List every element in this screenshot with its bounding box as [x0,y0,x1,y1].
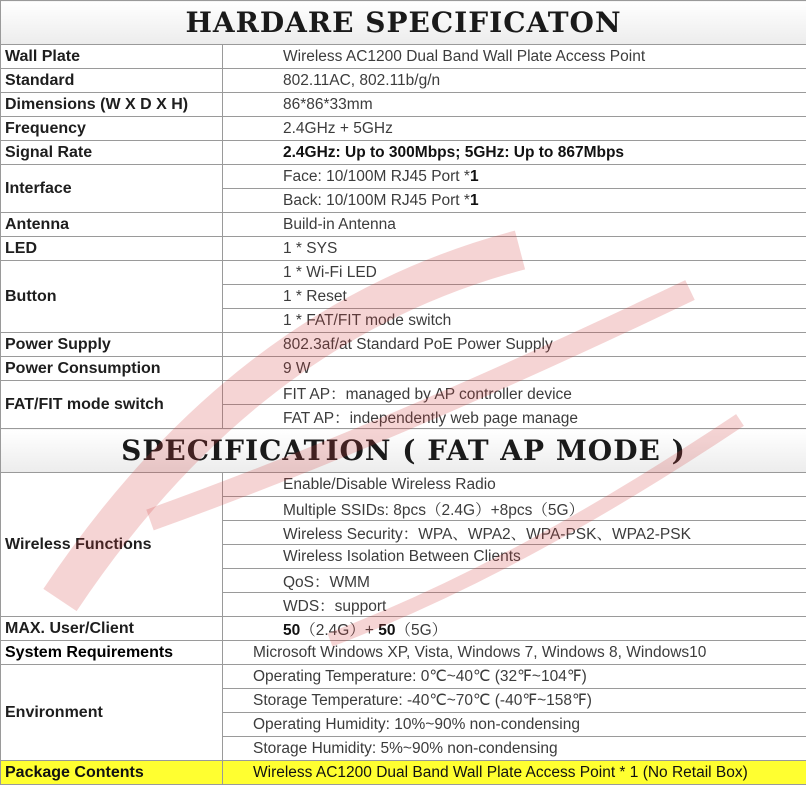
wireless-function-item: Wireless Security：WPA、WPA2、WPA-PSK、WPA2-PSK [223,521,806,545]
standard-label: Standard [1,69,223,93]
system-requirements-value: Microsoft Windows XP, Vista, Windows 7, Windows 8, Windows10 [223,641,806,665]
power-consumption-value: 9 W [223,357,806,381]
antenna-label: Antenna [1,213,223,237]
package-contents-label: Package Contents [1,761,223,785]
max-user-value [223,617,806,641]
package-contents-value: Wireless AC1200 Dual Band Wall Plate Access Point * 1 (No Retail Box) [223,761,806,785]
interface-back-value [223,189,806,213]
frequency-value: 2.4GHz + 5GHz [223,117,806,141]
mode-switch-label: FAT/FIT mode switch [1,381,223,429]
wireless-function-item: QoS：WMM [223,569,806,593]
wall-plate-value: Wireless AC1200 Dual Band Wall Plate Access Point [223,45,806,69]
max-user-band-24g: （2.4G）+ [300,621,379,639]
max-user-label: MAX. User/Client [1,617,223,641]
wireless-function-item: Enable/Disable Wireless Radio [223,473,806,497]
fat-mode-section-title: SPECIFICATION ( FAT AP MODE ) [1,429,806,473]
interface-face-value [223,165,806,189]
max-user-count-5g: 50 [378,621,396,639]
button-value: 1 * Wi-Fi LED [223,261,806,285]
hardware-section-title: HARDARE SPECIFICATON [1,1,806,45]
signal-rate-label: Signal Rate [1,141,223,165]
button-value: 1 * FAT/FIT mode switch [223,309,806,333]
environment-item: Operating Humidity: 10%~90% non-condensing [223,713,806,737]
frequency-label: Frequency [1,117,223,141]
standard-value: 802.11AC, 802.11b/g/n [223,69,806,93]
interface-label: Interface [1,165,223,213]
power-supply-label: Power Supply [1,333,223,357]
dimensions-label: Dimensions (W X D X H) [1,93,223,117]
led-label: LED [1,237,223,261]
led-value: 1 * SYS [223,237,806,261]
button-value: 1 * Reset [223,285,806,309]
wireless-function-item: Multiple SSIDs: 8pcs（2.4G）+8pcs（5G） [223,497,806,521]
mode-switch-value: FIT AP：managed by AP controller device [223,381,806,405]
interface-face-text: Face: 10/100M RJ45 Port * [283,167,470,185]
max-user-count-24g: 50 [283,621,301,639]
interface-back-text: Back: 10/100M RJ45 Port * [283,191,470,209]
power-supply-value: 802.3af/at Standard PoE Power Supply [223,333,806,357]
signal-rate-value: 2.4GHz: Up to 300Mbps; 5GHz: Up to 867Mbps [223,141,806,165]
environment-item: Storage Temperature: -40℃~70℃ (-40℉~158℉) [223,689,806,713]
wireless-function-item: WDS：support [223,593,806,617]
interface-back-count: 1 [469,191,479,209]
dimensions-value: 86*86*33mm [223,93,806,117]
button-label: Button [1,261,223,333]
wall-plate-label: Wall Plate [1,45,223,69]
interface-face-count: 1 [469,167,479,185]
wireless-function-item: Wireless Isolation Between Clients [223,545,806,569]
system-requirements-label: System Requirements [1,641,223,665]
antenna-value: Build-in Antenna [223,213,806,237]
mode-switch-value: FAT AP：independently web page manage [223,405,806,429]
environment-item: Storage Humidity: 5%~90% non-condensing [223,737,806,761]
wireless-functions-label: Wireless Functions [1,473,223,617]
power-consumption-label: Power Consumption [1,357,223,381]
max-user-band-5g: （5G） [395,621,448,639]
environment-label: Environment [1,665,223,761]
environment-item: Operating Temperature: 0℃~40℃ (32℉~104℉) [223,665,806,689]
